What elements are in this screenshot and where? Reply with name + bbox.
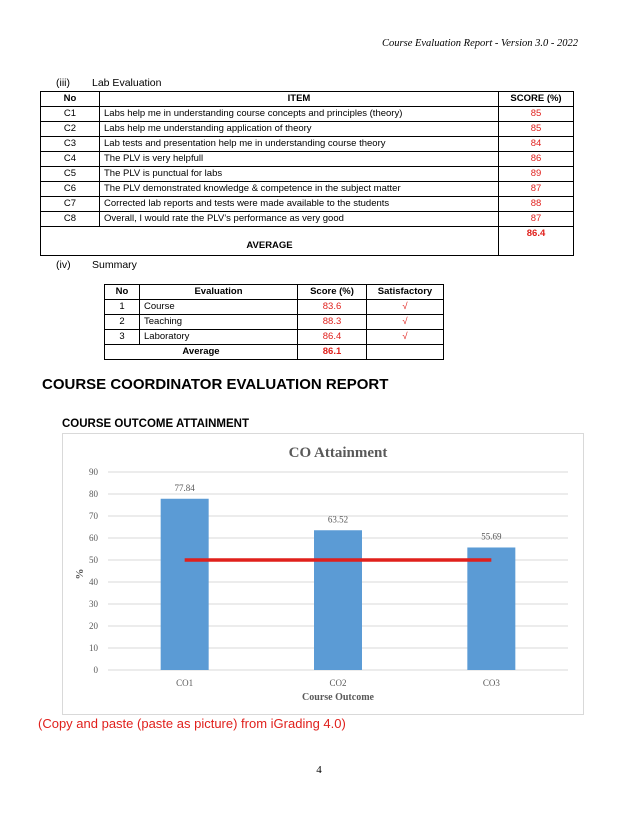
column-header-evaluation: Evaluation (140, 285, 298, 300)
chart-title: CO Attainment (288, 445, 388, 461)
y-axis-label: % (74, 568, 86, 580)
table-row (41, 137, 574, 152)
column-header-score: SCORE (%) (499, 92, 574, 107)
y-tick-label: 50 (89, 555, 98, 565)
table-header-row (41, 92, 574, 107)
row-no: C4 (41, 152, 100, 167)
lab-section-number: (iii) (56, 77, 70, 89)
table-row (41, 167, 574, 182)
table-row (41, 182, 574, 197)
y-tick-label: 30 (89, 599, 98, 609)
data-label: 63.52 (327, 514, 349, 525)
y-tick-label: 20 (89, 621, 98, 631)
y-tick-label: 60 (89, 533, 98, 543)
table-row (105, 300, 444, 315)
y-tick-label: 80 (89, 489, 98, 499)
row-no: 2 (105, 315, 140, 330)
row-score: 88.3 (298, 315, 367, 330)
average-row (105, 345, 444, 360)
row-item: Labs help me understanding application of theory (100, 122, 499, 137)
row-evaluation: Course (140, 300, 298, 315)
y-tick-label: 90 (89, 467, 98, 477)
row-no: 1 (105, 300, 140, 315)
row-evaluation: Teaching (140, 315, 298, 330)
table-row (41, 107, 574, 122)
column-header-score: Score (%) (298, 285, 367, 300)
row-item: Labs help me in understanding course concepts and principles (theory) (100, 107, 499, 122)
row-item: Overall, I would rate the PLV’s performance as very good (100, 212, 499, 227)
row-no: 3 (105, 330, 140, 345)
x-tick-label: CO1 (176, 678, 194, 688)
row-item: The PLV demonstrated knowledge & competence in the subject matter (100, 182, 499, 197)
row-score: 85 (499, 122, 574, 137)
data-label: 55.69 (481, 531, 502, 542)
row-item: Lab tests and presentation help me in understanding course theory (100, 137, 499, 152)
lab-section-title: Lab Evaluation (92, 77, 162, 89)
summary-section-label (56, 259, 137, 271)
satisfactory-check: √ (367, 315, 444, 330)
row-no: C7 (41, 197, 100, 212)
table-row (41, 152, 574, 167)
row-evaluation: Laboratory (140, 330, 298, 345)
row-item: The PLV is very helpfull (100, 152, 499, 167)
summary-section-number: (iv) (56, 259, 71, 271)
bar-co2 (314, 530, 362, 670)
row-score: 83.6 (298, 300, 367, 315)
row-score: 87 (499, 182, 574, 197)
table-row (41, 122, 574, 137)
row-no: C6 (41, 182, 100, 197)
row-no: C3 (41, 137, 100, 152)
x-axis-label: Course Outcome (302, 692, 374, 703)
y-tick-label: 10 (89, 643, 98, 653)
row-score: 86 (499, 152, 574, 167)
summary-table-body (105, 300, 444, 360)
row-score: 86.4 (298, 330, 367, 345)
table-header-row (105, 285, 444, 300)
average-score: 86.1 (298, 345, 367, 360)
average-label: Average (105, 345, 298, 360)
y-tick-label: 0 (93, 665, 98, 675)
row-item: Corrected lab reports and tests were made available to the students (100, 197, 499, 212)
co-attainment-chart (62, 433, 584, 715)
empty-cell (367, 345, 444, 360)
coordinator-report-heading: COURSE COORDINATOR EVALUATION REPORT (42, 376, 389, 393)
row-score: 84 (499, 137, 574, 152)
instruction-note: (Copy and paste (paste as picture) from iGrading 4.0) (38, 716, 346, 731)
table-row (41, 197, 574, 212)
row-no: C1 (41, 107, 100, 122)
y-tick-label: 40 (89, 577, 98, 587)
page-number: 4 (316, 764, 322, 776)
average-label: AVERAGE (41, 227, 499, 256)
average-row (41, 227, 574, 256)
data-label: 77.84 (174, 482, 195, 493)
table-row (105, 315, 444, 330)
column-header-no: No (105, 285, 140, 300)
row-score: 85 (499, 107, 574, 122)
column-header-item: ITEM (100, 92, 499, 107)
y-tick-label: 70 (89, 511, 98, 521)
lab-section-label (56, 77, 161, 89)
outcome-attainment-heading: COURSE OUTCOME ATTAINMENT (62, 418, 249, 430)
row-no: C2 (41, 122, 100, 137)
x-tick-label: CO3 (482, 678, 500, 688)
x-tick-label: CO2 (329, 678, 347, 688)
table-row (105, 330, 444, 345)
row-score: 88 (499, 197, 574, 212)
lab-evaluation-table (40, 91, 574, 256)
bar-co3 (467, 547, 515, 670)
chart-canvas (63, 434, 583, 714)
average-score: 86.4 (499, 227, 574, 256)
report-header: Course Evaluation Report - Version 3.0 - 2022 (382, 38, 578, 49)
lab-table-body (41, 107, 574, 256)
row-score: 89 (499, 167, 574, 182)
satisfactory-check: √ (367, 330, 444, 345)
column-header-satisfactory: Satisfactory (367, 285, 444, 300)
column-header-no: No (41, 92, 100, 107)
summary-table (104, 284, 444, 360)
summary-section-title: Summary (92, 259, 137, 271)
bar-co1 (161, 499, 209, 670)
satisfactory-check: √ (367, 300, 444, 315)
table-row (41, 212, 574, 227)
row-no: C5 (41, 167, 100, 182)
row-score: 87 (499, 212, 574, 227)
row-no: C8 (41, 212, 100, 227)
row-item: The PLV is punctual for labs (100, 167, 499, 182)
